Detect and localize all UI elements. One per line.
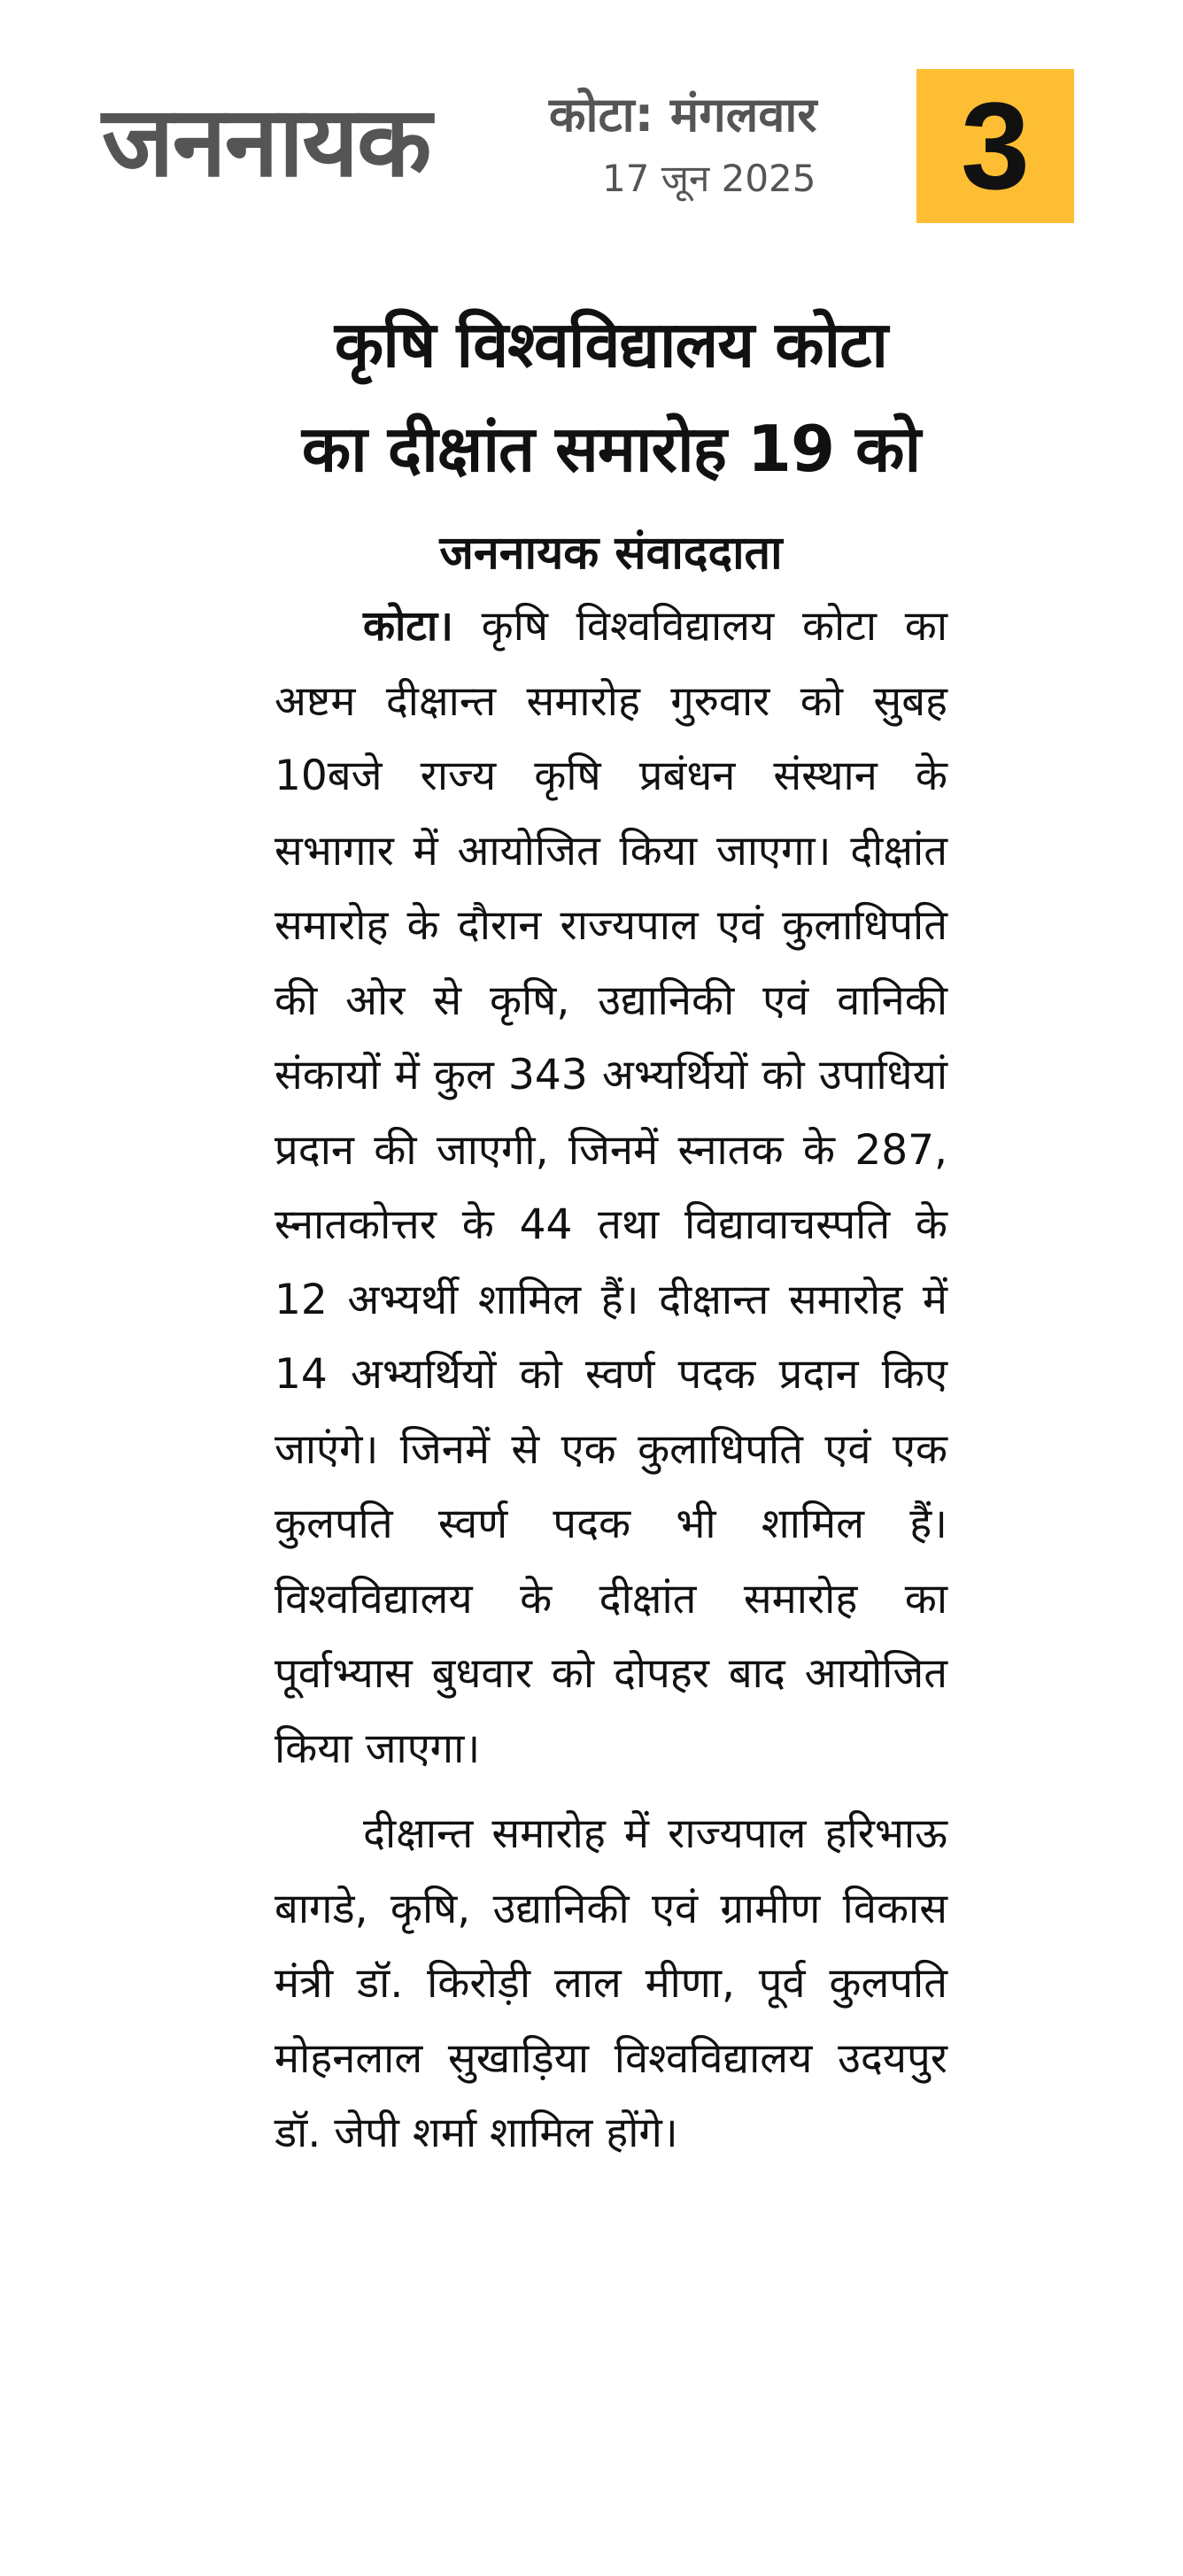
headline-line-1: कृषि विश्वविद्यालय कोटा [334, 307, 888, 382]
masthead [0, 0, 1183, 248]
dateline: कोटा। [363, 602, 453, 651]
byline: जननायक संवाददाता [439, 527, 783, 580]
article-paragraph-1 [274, 590, 947, 1786]
news-article [274, 292, 947, 2171]
paragraph-1-text: कृषि विश्वविद्यालय कोटा का अष्टम दीक्षान्त समारोह गुरुवार को सुबह 10बजे राज्य कृषि प्रबंधन संस्थान के सभागार में आयोजित किया जाएगा। दीक्षांत समारोह के दौरान राज्यपाल एवं कुलाधिपति की ओर से कृषि, उद्यानिकी एवं वानिकी संकायों में कुल 343 अभ्यर्थियों को उपाधियां प्रदान की जाएगी, जिनमें स्नातक के 287, स्नातकोत्तर के 44 तथा विद्यावाचस्पति के 12 अभ्यर्थी शामिल हैं। दीक्षान्त समारोह में 14 अभ्यर्थियों को स्वर्ण पदक प्रदान किए जाएंगे। जिनमें से एक कुलाधिपति एवं एक कुलपति स्वर्ण पदक भी शामिल हैं। विश्वविद्यालय के दीक्षांत समारोह का पूर्वाभ्यास बुधवार को दोपहर बाद आयोजित किया जाएगा। [274, 602, 947, 1773]
newspaper-name: जननायक [102, 85, 430, 198]
headline-line-2: का दीक्षांत समारोह 19 को [301, 412, 921, 486]
article-paragraph-2 [274, 1797, 947, 2171]
page-number: 3 [961, 76, 1030, 215]
edition-city-day: कोटा: मंगलवार [549, 87, 817, 143]
paragraph-2-text: दीक्षान्त समारोह में राज्यपाल हरिभाऊ बागडे, कृषि, उद्यानिकी एवं ग्रामीण विकास मंत्री डॉ. किरोड़ी लाल मीणा, पूर्व कुलपति मोहनलाल सुखाड़िया विश्वविद्यालय उदयपुर डॉ. जेपी शर्मा शामिल होंगे। [274, 1809, 947, 2157]
edition-date: 17 जून 2025 [602, 157, 816, 200]
headline [274, 292, 947, 501]
page-number-badge [916, 69, 1074, 223]
